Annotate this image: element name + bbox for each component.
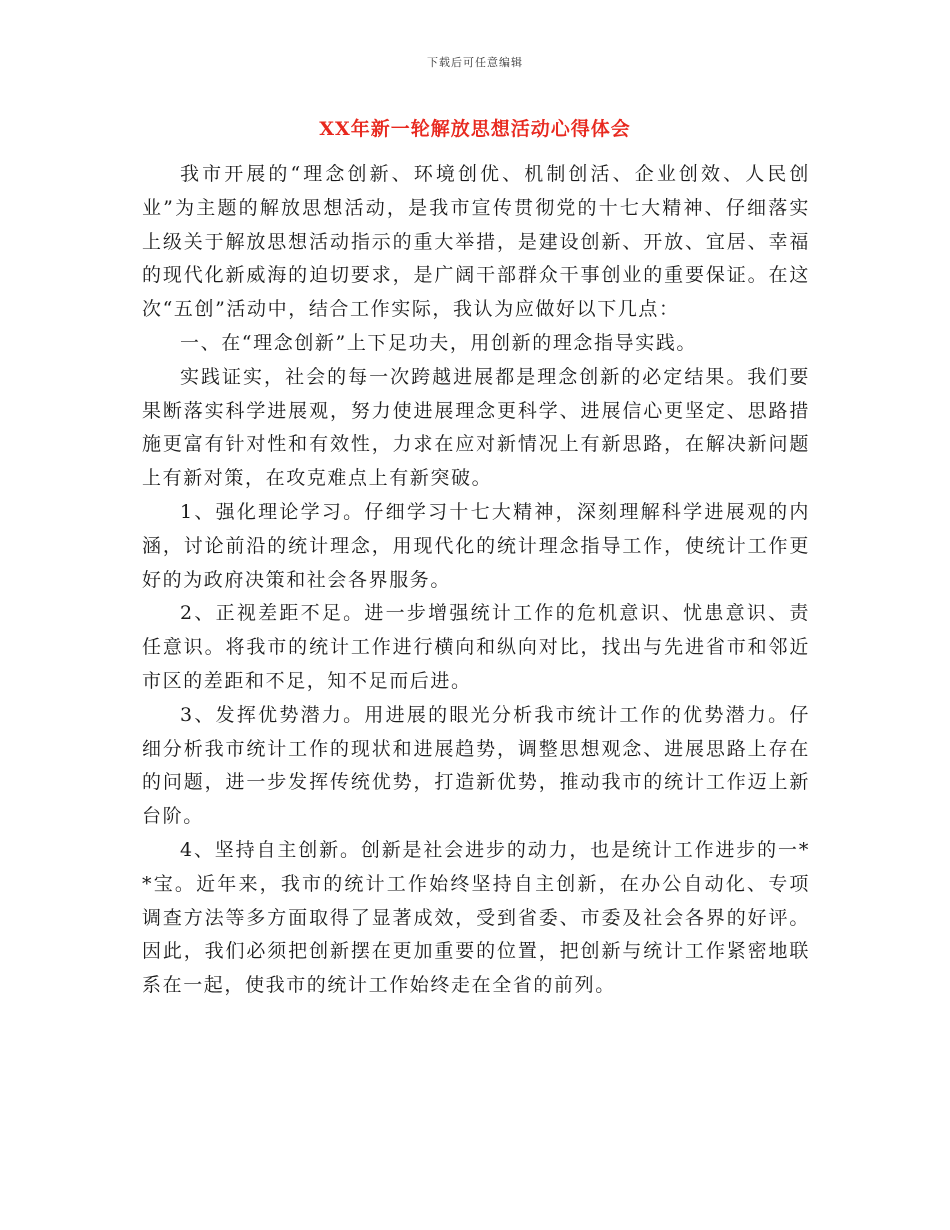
paragraph-item-2: 2、正视差距不足。进一步增强统计工作的危机意识、忧患意识、责任意识。将我市的统计工作进行横向和纵向对比，找出与先进省市和邻近市区的差距和不足，知不足而后进。 bbox=[142, 602, 810, 692]
paragraph-item-1: 1、强化理论学习。仔细学习十七大精神，深刻理解科学进展观的内涵，讨论前沿的统计理念，用现代化的统计理念指导工作，使统计工作更好的为政府决策和社会各界服务。 bbox=[142, 500, 810, 591]
paragraph-item-4: 4、坚持自主创新。创新是社会进步的动力，也是统计工作进步的一**宝。近年来，我市的统计工作始终坚持自主创新，在办公自动化、专项调查方法等多方面取得了显著成效，受到省委、市委及社会各界的好评。因此，我们必须把创新摆在更加重要的位置，把创新与统计工作紧密地联系在一起，使我市的统计工作始终走在全省的前列。 bbox=[142, 838, 810, 997]
document-title: XX年新一轮解放思想活动心得体会 bbox=[319, 118, 631, 140]
header-note: 下载后可任意编辑 bbox=[427, 56, 523, 69]
paragraph-item-3: 3、发挥优势潜力。用进展的眼光分析我市统计工作的优势潜力。仔细分析我市统计工作的现状和进展趋势，调整思想观念、进展思路上存在的问题，进一步发挥传统优势，打造新优势，推动我市的统计工作迈上新台阶。 bbox=[142, 703, 810, 828]
paragraph-section-heading: 一、在“理念创新”上下足功夫，用创新的理念指导实践。 bbox=[180, 331, 698, 354]
document-body bbox=[142, 158, 810, 1003]
paragraph-practice: 实践证实，社会的每一次跨越进展都是理念创新的必定结果。我们要果断落实科学进展观，努力使进展理念更科学、进展信心更坚定、思路措施更富有针对性和有效性，力求在应对新情况上有新思路，在解决新问题上有新对策，在攻克难点上有新突破。 bbox=[142, 365, 810, 490]
paragraph-intro: 我市开展的“理念创新、环境创优、机制创活、企业创效、人民创业”为主题的解放思想活动，是我市宣传贯彻党的十七大精神、仔细落实上级关于解放思想活动指示的重大举措，是建设创新、开放、宜居、幸福的现代化新威海的迫切要求，是广阔干部群众干事创业的重要保证。在这次“五创”活动中，结合工作实际，我认为应做好以下几点： bbox=[142, 163, 810, 321]
